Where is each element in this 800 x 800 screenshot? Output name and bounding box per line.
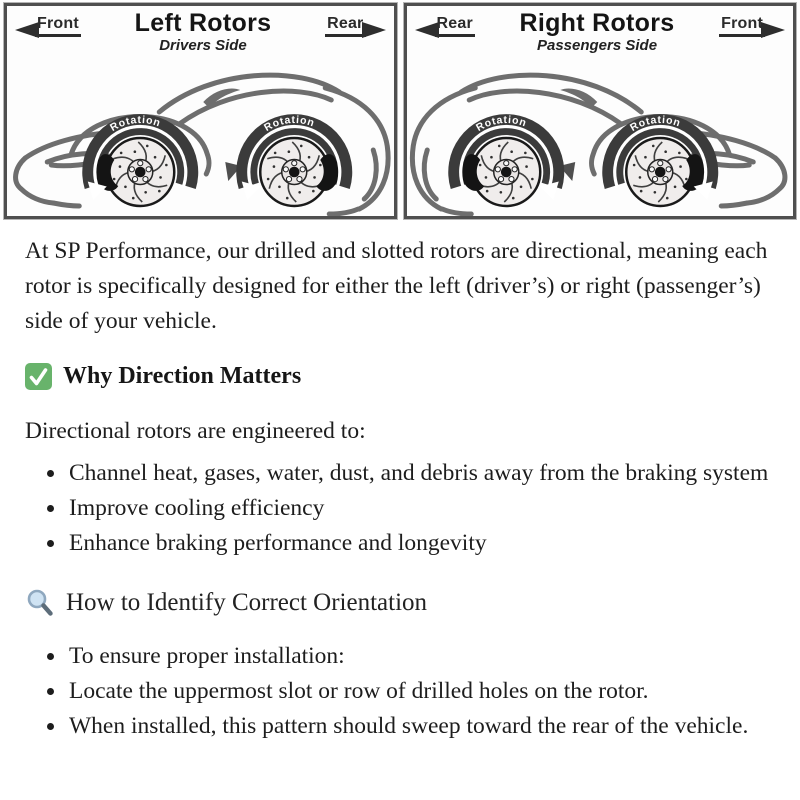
direction-label: Front: [719, 15, 765, 37]
rotation-label: Rotation: [262, 113, 317, 135]
rotor-direction-diagram: [0, 0, 800, 222]
arrow-right-icon: [362, 22, 386, 38]
list-item: • Improve cooling efficiency: [67, 491, 769, 526]
section-heading-why-direction-matters: [25, 359, 775, 394]
rear-direction: [415, 15, 475, 37]
panel-subtitle: Drivers Side: [159, 37, 247, 54]
direction-label: Front: [35, 15, 81, 37]
benefits-list: [25, 456, 775, 561]
magnifier-icon: [25, 588, 55, 618]
rotation-label: Rotation: [627, 113, 682, 135]
front-direction: [15, 15, 81, 37]
direction-label: Rear: [325, 15, 365, 37]
list-item: • Enhance braking performance and longevity: [67, 526, 769, 561]
arrow-left-icon: [415, 22, 439, 38]
panel-titles: [475, 11, 719, 53]
list-item: • Channel heat, gases, water, dust, and debris away from the braking system: [67, 456, 769, 491]
left-rotors-panel: [4, 3, 397, 219]
list-item: • To ensure proper installation:: [67, 639, 769, 674]
list-item: • Locate the uppermost slot or row of drilled holes on the rotor.: [67, 674, 769, 709]
direction-label: Rear: [435, 15, 475, 37]
arrow-right-icon: [761, 22, 785, 38]
panel-title: Left Rotors: [134, 9, 272, 37]
list-item: • When installed, this pattern should sweep toward the rear of the vehicle.: [67, 709, 769, 744]
left-panel-header: [7, 6, 394, 52]
article: [0, 222, 800, 744]
rotation-label: Rotation: [473, 113, 528, 135]
section-heading-text: Why Direction Matters: [63, 363, 302, 389]
section-heading-text: How to Identify Correct Orientation: [66, 589, 428, 616]
panel-title: Right Rotors: [519, 9, 675, 37]
check-icon: [25, 363, 52, 390]
panel-subtitle: Passengers Side: [536, 37, 658, 54]
car-illustration-left: [7, 52, 394, 216]
front-direction: [719, 15, 785, 37]
section-lead: Directional rotors are engineered to:: [25, 418, 366, 444]
arrow-left-icon: [15, 22, 39, 38]
rotation-label: Rotation: [108, 113, 163, 135]
rear-direction: [325, 15, 385, 37]
panel-titles: [81, 11, 325, 53]
right-panel-header: [407, 6, 794, 52]
orientation-list: [25, 639, 775, 744]
right-rotors-panel: [404, 3, 797, 219]
section-heading-identify-orientation: [25, 585, 775, 620]
intro-paragraph: At SP Performance, our drilled and slotted rotors are directional, meaning each rotor is specifically designed for either the left (driver’s) or right (passenger’s) side of your vehicle.: [25, 238, 768, 334]
car-illustration-right: [407, 52, 794, 216]
